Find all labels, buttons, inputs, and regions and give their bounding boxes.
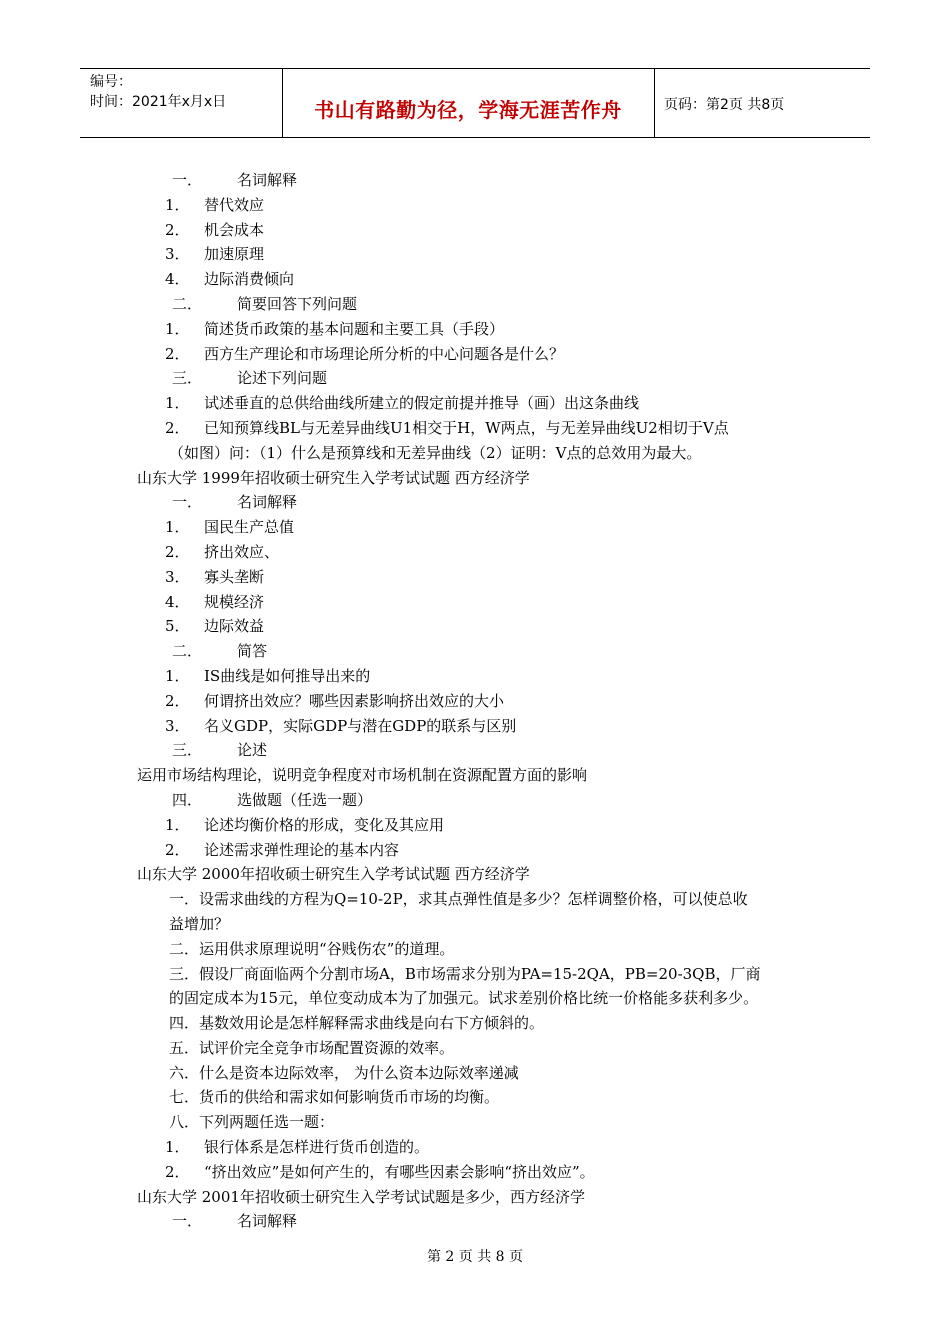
item-text: 边际效益 — [204, 617, 265, 636]
item-number: 二． — [172, 294, 203, 313]
list-item — [137, 391, 827, 416]
text-line — [137, 1110, 827, 1135]
item-text: 替代效应 — [204, 195, 265, 214]
item-text: 山东大学 2001年招收硕士研究生入学考试试题是多少，西方经济学 — [137, 1187, 585, 1206]
item-number: 1． — [165, 815, 190, 834]
section-heading — [137, 639, 827, 664]
item-text: 八．下列两题任选一题： — [169, 1113, 335, 1132]
text-line — [137, 986, 827, 1011]
item-number: 1． — [165, 1138, 190, 1157]
text-line — [137, 1061, 827, 1086]
item-text: （如图）问：（1）什么是预算线和无差异曲线（2）证明：V点的总效用为最大。 — [169, 443, 702, 462]
item-number: 1． — [165, 319, 190, 338]
item-number: 4． — [165, 270, 190, 289]
list-item — [137, 317, 827, 342]
section-heading — [137, 788, 827, 813]
item-text: 益增加？ — [169, 914, 230, 933]
section-heading — [137, 490, 827, 515]
list-item — [137, 242, 827, 267]
item-number: 三． — [172, 369, 203, 388]
item-number: 2． — [165, 691, 190, 710]
text-line — [137, 1185, 827, 1210]
list-item — [137, 813, 827, 838]
list-item — [137, 590, 827, 615]
item-text: “挤出效应”是如何产生的，有哪些因素会影响“挤出效应”。 — [204, 1162, 595, 1181]
list-item — [137, 342, 827, 367]
text-line — [137, 937, 827, 962]
item-text: 山东大学 1999年招收硕士研究生入学考试试题 西方经济学 — [137, 468, 530, 487]
item-number: 2． — [165, 1162, 190, 1181]
item-number: 2． — [165, 220, 190, 239]
section-heading — [137, 366, 827, 391]
list-item — [137, 416, 827, 441]
item-text: 山东大学 2000年招收硕士研究生入学考试试题 西方经济学 — [137, 865, 530, 884]
item-number: 1． — [165, 666, 190, 685]
item-text: 国民生产总值 — [204, 518, 295, 537]
item-text: 选做题（任选一题） — [237, 790, 373, 809]
text-line — [137, 466, 827, 491]
item-text: 名词解释 — [237, 1212, 298, 1231]
motto: 书山有路勤为径，学海无涯苦作舟 — [314, 98, 622, 122]
list-item — [137, 515, 827, 540]
list-item — [137, 664, 827, 689]
list-item — [137, 689, 827, 714]
text-line — [137, 962, 827, 987]
item-text: 三．假设厂商面临两个分割市场A，B市场需求分别为PA=15-2QA，PB=20-3QB，厂商 — [169, 964, 761, 983]
item-text: 何谓挤出效应？哪些因素影响挤出效应的大小 — [204, 691, 505, 710]
item-number: 3． — [165, 716, 190, 735]
list-item — [137, 565, 827, 590]
list-item — [137, 1135, 827, 1160]
item-text: 简述货币政策的基本问题和主要工具（手段） — [204, 319, 505, 338]
text-line — [137, 763, 827, 788]
list-item — [137, 1160, 827, 1185]
code-label: 编号： — [90, 74, 132, 90]
list-item — [137, 540, 827, 565]
item-text: IS曲线是如何推导出来的 — [204, 666, 371, 685]
page-info: 页码：第2页 共8页 — [664, 97, 785, 113]
item-number: 二． — [172, 642, 203, 661]
item-number: 3． — [165, 567, 190, 586]
item-text: 简要回答下列问题 — [237, 294, 358, 313]
list-item — [137, 614, 827, 639]
page-footer: 第 2 页 共 8 页 — [426, 1249, 524, 1265]
item-text: 名词解释 — [237, 171, 298, 189]
item-text: 七．货币的供给和需求如何影响货币市场的均衡。 — [169, 1088, 500, 1107]
list-item — [137, 714, 827, 739]
item-number: 2． — [165, 344, 190, 363]
item-number: 一． — [172, 1212, 203, 1231]
item-number: 2． — [165, 418, 190, 437]
item-text: 机会成本 — [204, 220, 265, 239]
section-heading — [137, 1209, 827, 1234]
item-text: 论述需求弹性理论的基本内容 — [204, 840, 400, 859]
item-text: 六．什么是资本边际效率， 为什么资本边际效率递减 — [169, 1063, 519, 1082]
item-text: 名词解释 — [237, 493, 298, 512]
list-item — [137, 838, 827, 863]
item-text: 加速原理 — [204, 245, 265, 264]
text-line — [137, 1011, 827, 1036]
item-number: 1． — [165, 518, 190, 537]
section-heading — [137, 292, 827, 317]
item-number: 4． — [165, 592, 190, 611]
item-number: 3． — [165, 245, 190, 264]
item-text: 运用市场结构理论，说明竞争程度对市场机制在资源配置方面的影响 — [137, 766, 588, 785]
text-line — [137, 862, 827, 887]
item-text: 挤出效应、 — [204, 542, 280, 561]
text-line — [137, 912, 827, 937]
item-text: 已知预算线BL与无差异曲线U1相交于H，W两点，与无差异曲线U2相切于V点 — [204, 418, 729, 437]
item-text: 边际消费倾向 — [204, 270, 295, 289]
list-item — [137, 193, 827, 218]
item-number: 一． — [172, 493, 203, 512]
item-text: 寡头垄断 — [204, 567, 265, 586]
item-number: 三． — [172, 741, 203, 760]
text-line — [137, 441, 827, 466]
date-label: 时间：2021年x月x日 — [90, 94, 227, 110]
header-left-cell — [80, 69, 283, 137]
header-motto-cell — [282, 69, 655, 137]
list-item — [137, 267, 827, 292]
section-heading — [137, 738, 827, 763]
text-line — [137, 1036, 827, 1061]
item-text: 五．试评价完全竞争市场配置资源的效率。 — [169, 1038, 455, 1057]
item-number: 2． — [165, 542, 190, 561]
item-text: 西方生产理论和市场理论所分析的中心问题各是什么？ — [204, 344, 565, 363]
section-heading — [137, 168, 827, 193]
header-page-cell — [654, 69, 870, 137]
item-text: 一．设需求曲线的方程为Q=10-2P，求其点弹性值是多少？怎样调整价格，可以使总收 — [169, 890, 748, 909]
item-text: 试述垂直的总供给曲线所建立的假定前提并推导（画）出这条曲线 — [204, 394, 640, 413]
item-text: 二．运用供求原理说明“谷贱伤农”的道理。 — [169, 939, 455, 958]
text-line — [137, 887, 827, 912]
item-number: 1． — [165, 195, 190, 214]
document-body — [137, 168, 827, 1234]
item-number: 1． — [165, 394, 190, 413]
item-number: 2． — [165, 840, 190, 859]
item-text: 规模经济 — [204, 592, 265, 611]
item-text: 的固定成本为15元，单位变动成本为了加强元。试求差别价格比统一价格能多获利多少。 — [169, 989, 759, 1008]
item-text: 银行体系是怎样进行货币创造的。 — [204, 1138, 430, 1157]
list-item — [137, 218, 827, 243]
page-header — [80, 68, 870, 138]
item-number: 5． — [165, 617, 190, 636]
item-number: 四． — [172, 790, 203, 809]
item-number: 一． — [172, 171, 203, 189]
text-line — [137, 1085, 827, 1110]
item-text: 论述均衡价格的形成，变化及其应用 — [204, 815, 445, 834]
item-text: 论述下列问题 — [237, 369, 328, 388]
item-text: 简答 — [237, 642, 268, 661]
item-text: 名义GDP，实际GDP与潜在GDP的联系与区别 — [204, 716, 517, 735]
item-text: 四．基数效用论是怎样解释需求曲线是向右下方倾斜的。 — [169, 1014, 545, 1033]
item-text: 论述 — [237, 741, 268, 760]
